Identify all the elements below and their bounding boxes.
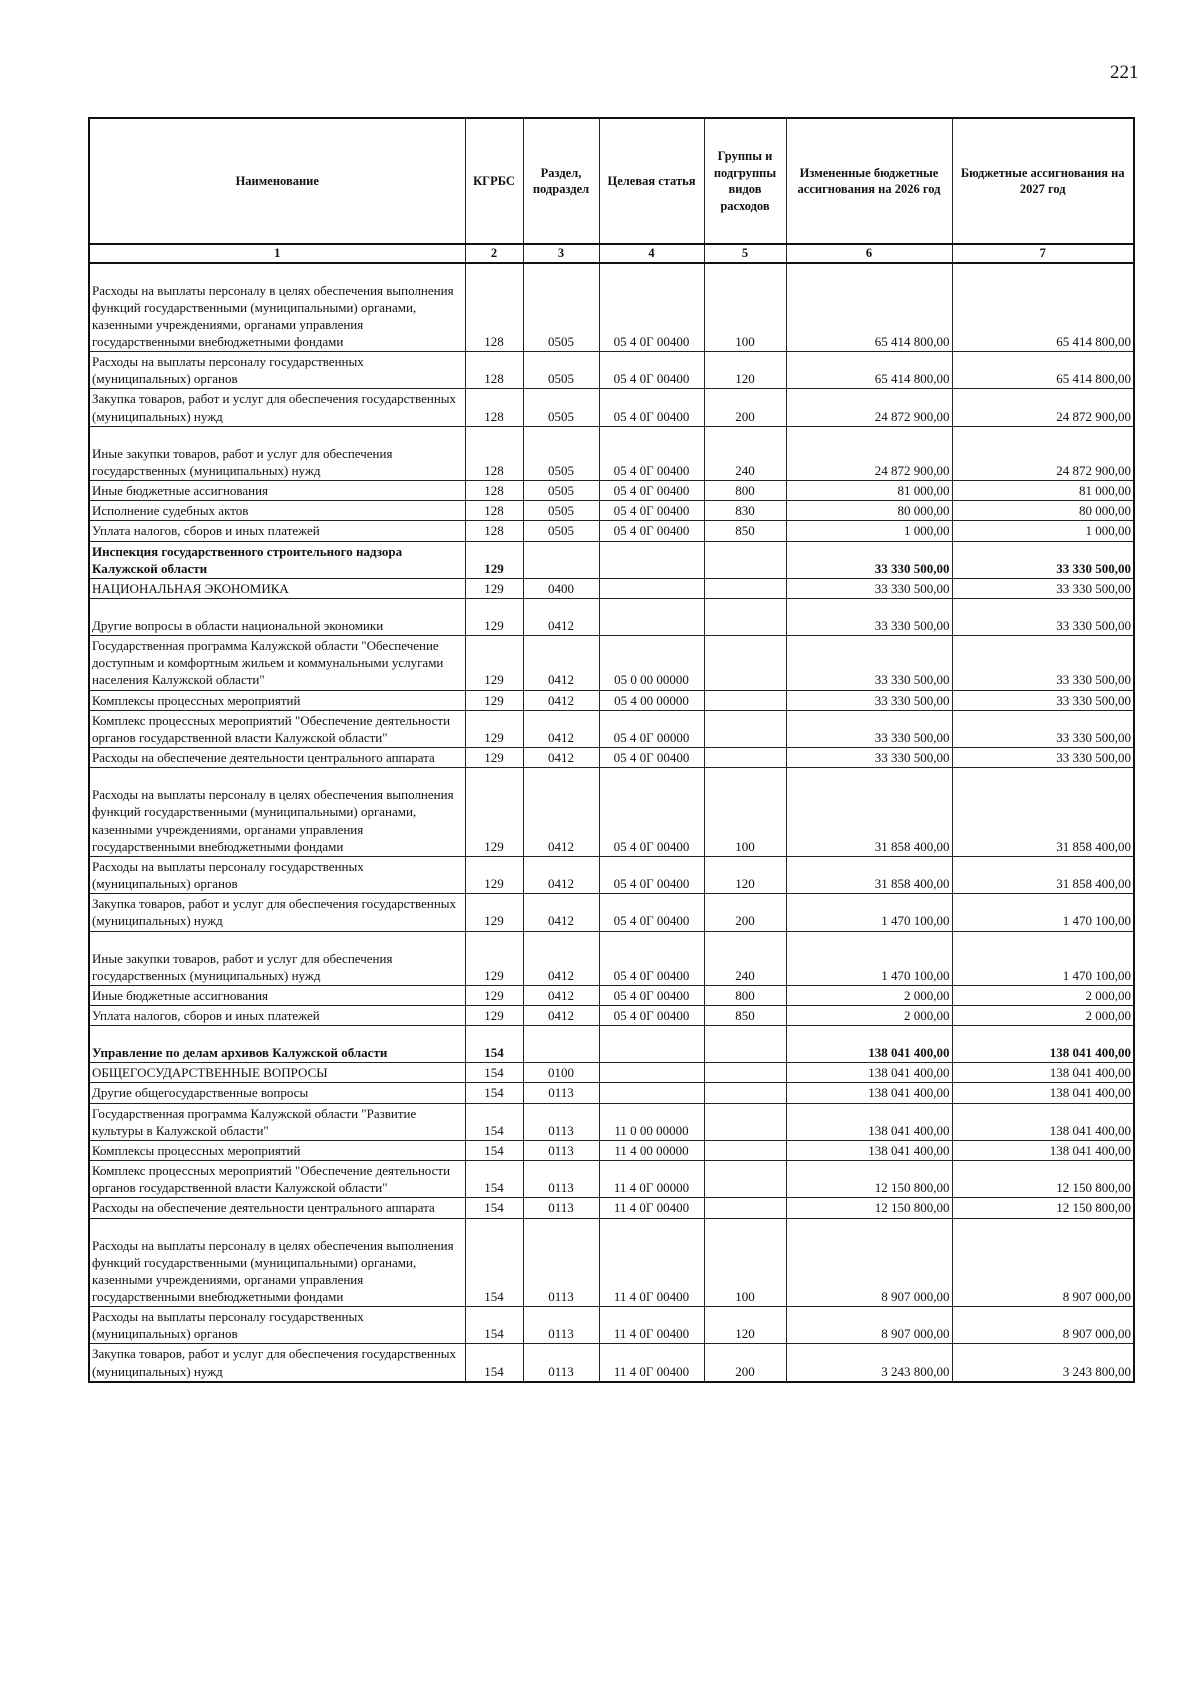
cell-amount-2026: 24 872 900,00 [786, 426, 952, 480]
cell-razdel: 0412 [523, 690, 599, 710]
column-number-row [89, 244, 1134, 263]
cell-name: Уплата налогов, сборов и иных платежей [89, 521, 465, 541]
cell-name: Другие общегосударственные вопросы [89, 1083, 465, 1103]
cell-kgrbs: 154 [465, 1161, 523, 1198]
cell-amount-2027: 24 872 900,00 [952, 426, 1134, 480]
cell-celevaya [599, 1063, 704, 1083]
cell-vid [704, 636, 786, 690]
cell-name: Расходы на выплаты персоналу государственных (муниципальных) органов [89, 352, 465, 389]
cell-vid: 120 [704, 352, 786, 389]
column-number: 3 [523, 244, 599, 263]
cell-kgrbs: 129 [465, 541, 523, 578]
cell-kgrbs: 129 [465, 710, 523, 747]
header-name: Наименование [89, 118, 465, 244]
cell-name: Иные закупки товаров, работ и услуг для обеспечения государственных (муниципальных) нужд [89, 426, 465, 480]
table-row [89, 1026, 1134, 1063]
cell-amount-2026: 2 000,00 [786, 1005, 952, 1025]
cell-vid: 850 [704, 521, 786, 541]
cell-amount-2027: 2 000,00 [952, 985, 1134, 1005]
cell-amount-2027: 33 330 500,00 [952, 690, 1134, 710]
cell-razdel: 0113 [523, 1307, 599, 1344]
cell-celevaya [599, 1026, 704, 1063]
cell-name: Управление по делам архивов Калужской области [89, 1026, 465, 1063]
cell-razdel: 0400 [523, 578, 599, 598]
cell-vid [704, 1140, 786, 1160]
cell-vid: 100 [704, 1218, 786, 1307]
cell-vid: 800 [704, 985, 786, 1005]
cell-vid [704, 1103, 786, 1140]
cell-amount-2026: 31 858 400,00 [786, 856, 952, 893]
cell-vid [704, 748, 786, 768]
cell-celevaya: 11 4 0Г 00400 [599, 1307, 704, 1344]
cell-amount-2027: 31 858 400,00 [952, 768, 1134, 857]
cell-kgrbs: 129 [465, 894, 523, 931]
cell-razdel: 0412 [523, 768, 599, 857]
cell-kgrbs: 128 [465, 521, 523, 541]
cell-amount-2027: 33 330 500,00 [952, 710, 1134, 747]
cell-vid [704, 1026, 786, 1063]
cell-celevaya: 05 4 0Г 00400 [599, 352, 704, 389]
cell-vid: 200 [704, 1344, 786, 1382]
header-razdel: Раздел, подраздел [523, 118, 599, 244]
cell-vid: 100 [704, 263, 786, 352]
cell-kgrbs: 129 [465, 985, 523, 1005]
cell-kgrbs: 154 [465, 1198, 523, 1218]
cell-razdel: 0113 [523, 1198, 599, 1218]
table-row [89, 1198, 1134, 1218]
cell-vid [704, 1083, 786, 1103]
table-row [89, 541, 1134, 578]
cell-amount-2027: 12 150 800,00 [952, 1198, 1134, 1218]
cell-amount-2026: 12 150 800,00 [786, 1161, 952, 1198]
cell-amount-2026: 8 907 000,00 [786, 1218, 952, 1307]
cell-name: Расходы на выплаты персоналу в целях обеспечения выполнения функций государственными (муниципальными) органами, казенными учреждениями, органами управления государственными внебюджетными фондами [89, 1218, 465, 1307]
cell-amount-2026: 33 330 500,00 [786, 748, 952, 768]
cell-vid [704, 578, 786, 598]
page-number: 221 [1110, 62, 1139, 83]
cell-amount-2026: 1 470 100,00 [786, 931, 952, 985]
cell-celevaya: 05 4 00 00000 [599, 690, 704, 710]
table-row [89, 1161, 1134, 1198]
cell-amount-2027: 33 330 500,00 [952, 541, 1134, 578]
cell-amount-2027: 138 041 400,00 [952, 1063, 1134, 1083]
cell-celevaya: 11 4 0Г 00400 [599, 1344, 704, 1382]
cell-celevaya: 11 0 00 00000 [599, 1103, 704, 1140]
cell-name: Расходы на обеспечение деятельности центрального аппарата [89, 748, 465, 768]
cell-razdel: 0113 [523, 1161, 599, 1198]
cell-razdel: 0412 [523, 931, 599, 985]
cell-celevaya: 11 4 0Г 00000 [599, 1161, 704, 1198]
cell-celevaya: 05 4 0Г 00400 [599, 481, 704, 501]
cell-amount-2027: 33 330 500,00 [952, 748, 1134, 768]
cell-razdel: 0412 [523, 894, 599, 931]
table-row [89, 1307, 1134, 1344]
cell-amount-2027: 65 414 800,00 [952, 263, 1134, 352]
header-gruppy: Группы и подгруппы видов расходов [704, 118, 786, 244]
table-row [89, 690, 1134, 710]
table-row [89, 352, 1134, 389]
cell-amount-2027: 8 907 000,00 [952, 1307, 1134, 1344]
cell-kgrbs: 154 [465, 1140, 523, 1160]
cell-amount-2026: 33 330 500,00 [786, 599, 952, 636]
cell-name: Закупка товаров, работ и услуг для обеспечения государственных (муниципальных) нужд [89, 389, 465, 426]
cell-amount-2026: 2 000,00 [786, 985, 952, 1005]
table-row [89, 1005, 1134, 1025]
cell-celevaya: 05 4 0Г 00400 [599, 985, 704, 1005]
cell-name: Комплекс процессных мероприятий "Обеспечение деятельности органов государственной власти Калужской области" [89, 710, 465, 747]
cell-celevaya: 11 4 0Г 00400 [599, 1218, 704, 1307]
table-row [89, 1344, 1134, 1382]
cell-amount-2027: 138 041 400,00 [952, 1103, 1134, 1140]
table-row [89, 748, 1134, 768]
cell-amount-2026: 33 330 500,00 [786, 690, 952, 710]
cell-amount-2027: 33 330 500,00 [952, 599, 1134, 636]
table-row [89, 1103, 1134, 1140]
cell-razdel [523, 541, 599, 578]
cell-amount-2026: 33 330 500,00 [786, 541, 952, 578]
cell-amount-2026: 3 243 800,00 [786, 1344, 952, 1382]
table-row [89, 894, 1134, 931]
table-row [89, 985, 1134, 1005]
cell-kgrbs: 128 [465, 352, 523, 389]
cell-name: Государственная программа Калужской области "Развитие культуры в Калужской области" [89, 1103, 465, 1140]
cell-amount-2027: 81 000,00 [952, 481, 1134, 501]
cell-kgrbs: 154 [465, 1218, 523, 1307]
cell-amount-2026: 8 907 000,00 [786, 1307, 952, 1344]
cell-amount-2027: 2 000,00 [952, 1005, 1134, 1025]
cell-amount-2026: 12 150 800,00 [786, 1198, 952, 1218]
column-number: 5 [704, 244, 786, 263]
column-number: 1 [89, 244, 465, 263]
cell-celevaya: 11 4 0Г 00400 [599, 1198, 704, 1218]
header-celevaya: Целевая статья [599, 118, 704, 244]
cell-kgrbs: 129 [465, 690, 523, 710]
cell-vid: 240 [704, 931, 786, 985]
cell-celevaya: 05 0 00 00000 [599, 636, 704, 690]
cell-vid: 200 [704, 389, 786, 426]
header-row [89, 118, 1134, 244]
cell-amount-2027: 33 330 500,00 [952, 636, 1134, 690]
cell-razdel: 0412 [523, 636, 599, 690]
cell-kgrbs: 129 [465, 931, 523, 985]
cell-name: НАЦИОНАЛЬНАЯ ЭКОНОМИКА [89, 578, 465, 598]
cell-kgrbs: 154 [465, 1344, 523, 1382]
cell-vid: 240 [704, 426, 786, 480]
header-kgrbs: КГРБС [465, 118, 523, 244]
cell-razdel [523, 1026, 599, 1063]
cell-amount-2027: 1 000,00 [952, 521, 1134, 541]
cell-amount-2027: 31 858 400,00 [952, 856, 1134, 893]
cell-kgrbs: 128 [465, 426, 523, 480]
cell-amount-2026: 80 000,00 [786, 501, 952, 521]
cell-kgrbs: 128 [465, 481, 523, 501]
cell-amount-2026: 33 330 500,00 [786, 710, 952, 747]
cell-amount-2027: 24 872 900,00 [952, 389, 1134, 426]
cell-amount-2026: 1 000,00 [786, 521, 952, 541]
cell-amount-2026: 24 872 900,00 [786, 389, 952, 426]
table-row [89, 599, 1134, 636]
cell-amount-2027: 138 041 400,00 [952, 1026, 1134, 1063]
cell-amount-2026: 1 470 100,00 [786, 894, 952, 931]
cell-vid: 800 [704, 481, 786, 501]
table-row [89, 481, 1134, 501]
cell-vid [704, 710, 786, 747]
cell-celevaya: 11 4 00 00000 [599, 1140, 704, 1160]
cell-kgrbs: 154 [465, 1307, 523, 1344]
cell-razdel: 0113 [523, 1140, 599, 1160]
cell-kgrbs: 128 [465, 501, 523, 521]
cell-name: Государственная программа Калужской области "Обеспечение доступным и комфортным жильем и коммунальными услугами населения Калужской области" [89, 636, 465, 690]
cell-razdel: 0113 [523, 1218, 599, 1307]
table-row [89, 1140, 1134, 1160]
cell-name: Расходы на обеспечение деятельности центрального аппарата [89, 1198, 465, 1218]
cell-razdel: 0113 [523, 1344, 599, 1382]
cell-vid [704, 599, 786, 636]
cell-celevaya: 05 4 0Г 00400 [599, 426, 704, 480]
cell-vid [704, 1161, 786, 1198]
table-body [89, 263, 1134, 1382]
cell-amount-2026: 31 858 400,00 [786, 768, 952, 857]
cell-vid: 830 [704, 501, 786, 521]
cell-celevaya: 05 4 0Г 00000 [599, 710, 704, 747]
cell-celevaya [599, 541, 704, 578]
cell-vid: 200 [704, 894, 786, 931]
cell-amount-2026: 65 414 800,00 [786, 352, 952, 389]
cell-celevaya: 05 4 0Г 00400 [599, 1005, 704, 1025]
column-number: 2 [465, 244, 523, 263]
cell-celevaya [599, 599, 704, 636]
cell-kgrbs: 128 [465, 389, 523, 426]
cell-razdel: 0505 [523, 501, 599, 521]
table-row [89, 768, 1134, 857]
cell-name: Расходы на выплаты персоналу государственных (муниципальных) органов [89, 856, 465, 893]
cell-name: ОБЩЕГОСУДАРСТВЕННЫЕ ВОПРОСЫ [89, 1063, 465, 1083]
cell-kgrbs: 154 [465, 1063, 523, 1083]
table-row [89, 710, 1134, 747]
table-row [89, 389, 1134, 426]
cell-kgrbs: 129 [465, 578, 523, 598]
cell-name: Комплексы процессных мероприятий [89, 1140, 465, 1160]
cell-celevaya: 05 4 0Г 00400 [599, 501, 704, 521]
column-number: 7 [952, 244, 1134, 263]
cell-name: Комплекс процессных мероприятий "Обеспечение деятельности органов государственной власти Калужской области" [89, 1161, 465, 1198]
cell-razdel: 0505 [523, 426, 599, 480]
cell-razdel: 0505 [523, 263, 599, 352]
cell-razdel: 0412 [523, 748, 599, 768]
cell-vid [704, 1063, 786, 1083]
cell-amount-2026: 33 330 500,00 [786, 578, 952, 598]
cell-amount-2026: 138 041 400,00 [786, 1140, 952, 1160]
cell-name: Закупка товаров, работ и услуг для обеспечения государственных (муниципальных) нужд [89, 1344, 465, 1382]
table-row [89, 521, 1134, 541]
cell-kgrbs: 129 [465, 636, 523, 690]
header-amount-2027: Бюджетные ассигнования на 2027 год [952, 118, 1134, 244]
table-row [89, 1083, 1134, 1103]
table-row [89, 931, 1134, 985]
header-amount-2026: Измененные бюджетные ассигнования на 2026 год [786, 118, 952, 244]
cell-razdel: 0505 [523, 521, 599, 541]
cell-kgrbs: 154 [465, 1026, 523, 1063]
cell-vid [704, 1198, 786, 1218]
cell-razdel: 0412 [523, 710, 599, 747]
budget-table [88, 117, 1135, 1383]
table-row [89, 856, 1134, 893]
cell-amount-2027: 33 330 500,00 [952, 578, 1134, 598]
cell-amount-2027: 138 041 400,00 [952, 1140, 1134, 1160]
cell-razdel: 0412 [523, 985, 599, 1005]
cell-razdel: 0412 [523, 856, 599, 893]
table-row [89, 578, 1134, 598]
cell-razdel: 0412 [523, 1005, 599, 1025]
cell-kgrbs: 129 [465, 748, 523, 768]
cell-celevaya: 05 4 0Г 00400 [599, 521, 704, 541]
cell-amount-2026: 81 000,00 [786, 481, 952, 501]
table-row [89, 263, 1134, 352]
cell-celevaya: 05 4 0Г 00400 [599, 894, 704, 931]
cell-name: Иные бюджетные ассигнования [89, 481, 465, 501]
cell-amount-2027: 138 041 400,00 [952, 1083, 1134, 1103]
cell-kgrbs: 154 [465, 1083, 523, 1103]
cell-name: Уплата налогов, сборов и иных платежей [89, 1005, 465, 1025]
cell-amount-2027: 12 150 800,00 [952, 1161, 1134, 1198]
cell-vid [704, 541, 786, 578]
cell-celevaya: 05 4 0Г 00400 [599, 768, 704, 857]
cell-name: Иные бюджетные ассигнования [89, 985, 465, 1005]
cell-celevaya [599, 1083, 704, 1103]
cell-amount-2027: 3 243 800,00 [952, 1344, 1134, 1382]
table-row [89, 426, 1134, 480]
cell-amount-2027: 1 470 100,00 [952, 894, 1134, 931]
cell-celevaya: 05 4 0Г 00400 [599, 931, 704, 985]
cell-amount-2026: 138 041 400,00 [786, 1026, 952, 1063]
column-number: 6 [786, 244, 952, 263]
cell-vid: 850 [704, 1005, 786, 1025]
column-number: 4 [599, 244, 704, 263]
cell-name: Комплексы процессных мероприятий [89, 690, 465, 710]
cell-name: Расходы на выплаты персоналу государственных (муниципальных) органов [89, 1307, 465, 1344]
cell-kgrbs: 128 [465, 263, 523, 352]
cell-razdel: 0505 [523, 481, 599, 501]
cell-name: Расходы на выплаты персоналу в целях обеспечения выполнения функций государственными (муниципальными) органами, казенными учреждениями, органами управления государственными внебюджетными фондами [89, 768, 465, 857]
cell-celevaya: 05 4 0Г 00400 [599, 748, 704, 768]
cell-amount-2027: 8 907 000,00 [952, 1218, 1134, 1307]
cell-vid: 120 [704, 856, 786, 893]
cell-kgrbs: 129 [465, 768, 523, 857]
cell-amount-2026: 138 041 400,00 [786, 1083, 952, 1103]
cell-amount-2026: 65 414 800,00 [786, 263, 952, 352]
cell-name: Исполнение судебных актов [89, 501, 465, 521]
cell-razdel: 0505 [523, 352, 599, 389]
cell-celevaya: 05 4 0Г 00400 [599, 856, 704, 893]
cell-razdel: 0113 [523, 1083, 599, 1103]
cell-name: Иные закупки товаров, работ и услуг для обеспечения государственных (муниципальных) нужд [89, 931, 465, 985]
cell-vid: 120 [704, 1307, 786, 1344]
cell-kgrbs: 129 [465, 856, 523, 893]
cell-kgrbs: 129 [465, 599, 523, 636]
cell-amount-2026: 138 041 400,00 [786, 1103, 952, 1140]
table-row [89, 1063, 1134, 1083]
table-row [89, 1218, 1134, 1307]
cell-razdel: 0505 [523, 389, 599, 426]
cell-name: Другие вопросы в области национальной экономики [89, 599, 465, 636]
cell-name: Закупка товаров, работ и услуг для обеспечения государственных (муниципальных) нужд [89, 894, 465, 931]
cell-kgrbs: 154 [465, 1103, 523, 1140]
cell-razdel: 0113 [523, 1103, 599, 1140]
cell-amount-2027: 80 000,00 [952, 501, 1134, 521]
cell-name: Инспекция государственного строительного надзора Калужской области [89, 541, 465, 578]
cell-celevaya: 05 4 0Г 00400 [599, 389, 704, 426]
cell-amount-2026: 138 041 400,00 [786, 1063, 952, 1083]
cell-razdel: 0412 [523, 599, 599, 636]
table-row [89, 501, 1134, 521]
cell-amount-2027: 65 414 800,00 [952, 352, 1134, 389]
cell-celevaya [599, 578, 704, 598]
cell-amount-2027: 1 470 100,00 [952, 931, 1134, 985]
cell-kgrbs: 129 [465, 1005, 523, 1025]
cell-razdel: 0100 [523, 1063, 599, 1083]
table-row [89, 636, 1134, 690]
cell-amount-2026: 33 330 500,00 [786, 636, 952, 690]
cell-name: Расходы на выплаты персоналу в целях обеспечения выполнения функций государственными (муниципальными) органами, казенными учреждениями, органами управления государственными внебюджетными фондами [89, 263, 465, 352]
cell-vid: 100 [704, 768, 786, 857]
cell-celevaya: 05 4 0Г 00400 [599, 263, 704, 352]
cell-vid [704, 690, 786, 710]
